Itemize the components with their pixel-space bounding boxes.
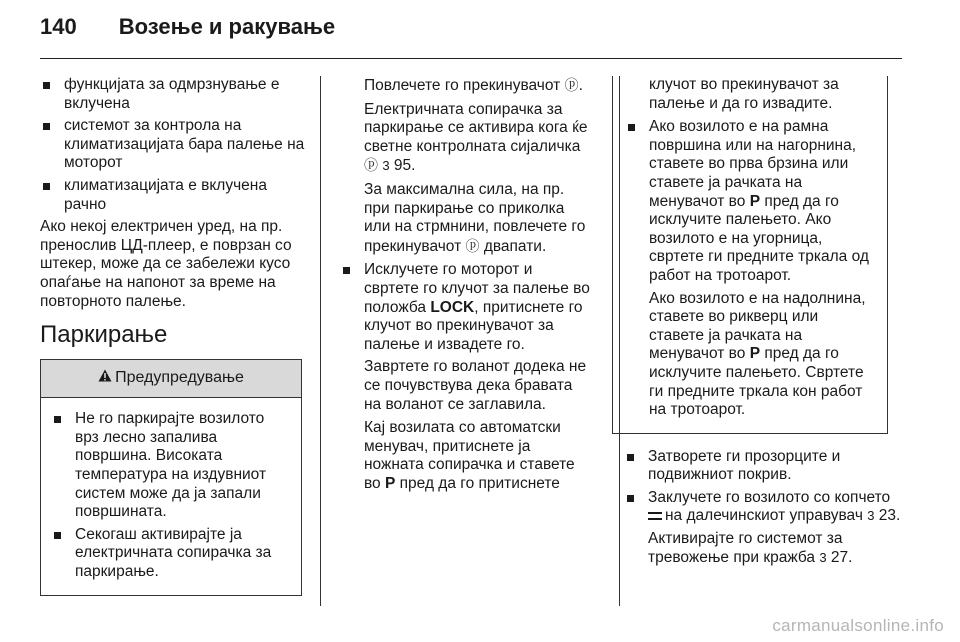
parking-brake-icon: ⓟ (564, 77, 579, 93)
warning-box-continued (612, 76, 888, 434)
body-paragraph: Завртете го воланот додека не се почувствува дека бравата на воланот се заглавила. (364, 358, 587, 413)
body-paragraph (340, 76, 590, 96)
parking-brake-icon: ⓟ (465, 237, 480, 254)
text: . (578, 77, 583, 94)
list-item: Затворете ги прозорците и подвижниот покрив. (624, 448, 904, 485)
body-paragraph (625, 290, 877, 420)
gear-p-label: P (385, 474, 396, 492)
page-ref: 27. (830, 548, 853, 566)
list-item: климатизацијата е вклучена рачно (40, 177, 305, 214)
watermark[interactable]: carmanualsonline.info (772, 616, 944, 635)
page-ref-arrow-icon: 3 (867, 508, 875, 524)
text: пред да го притиснете (399, 474, 560, 492)
list-item (625, 118, 877, 285)
text: двапати. (483, 237, 547, 255)
warning-box (40, 359, 302, 596)
column-1 (40, 76, 305, 596)
page-number: 140 (40, 14, 77, 39)
text: Ако возилото е на рамна површина или на нагорнина, ставете во прва брзина или ставете ја рачката на менувачот во (649, 118, 857, 210)
gear-p-label: P (749, 345, 761, 363)
body-paragraph: Ако некој електричен уред, на пр. пренослив ЦД-плеер, е поврзан со штекер, може да се забележи кусо опаѓање на напонот за време на повторното палење. (40, 218, 292, 310)
list-item (624, 489, 904, 526)
text: , притиснете го клучот во прекинувачот за палење и извадете го. (364, 298, 583, 353)
parking-brake-icon: ⓟ (364, 157, 378, 174)
page-ref: 95. (393, 157, 416, 175)
text: За максимална сила, на пр. при паркирање со приколка или на стрмнини, повлечете го прекинувачот (364, 180, 586, 255)
body-paragraph: клучот во прекинувачот за палење и да го извадите. (649, 76, 839, 112)
warning-title: Предупредување (115, 369, 244, 387)
text: Повлечете го прекинувачот (364, 77, 561, 94)
column-divider-1 (320, 76, 321, 606)
lock-position-label: LOCK (430, 298, 475, 316)
text: на далечинскиот управувач (665, 507, 863, 525)
text: пред да го исклучите палењето. Свртете ги предните тркала кон работ на тротоарот. (649, 345, 864, 419)
list-item: системот за контрола на климатизацијата бара палење на моторот (40, 117, 305, 173)
list-item: Не го паркирајте возилото врз лесно запалива површина. Високата температура на издувниот систем може да ја запали површината. (51, 410, 291, 522)
column-3 (624, 76, 904, 572)
warning-header (41, 360, 301, 398)
list-item: Секогаш активирајте ја електричната сопирачка за паркирање. (51, 526, 291, 582)
list-item: функцијата за одмрзнување е вклучена (40, 76, 305, 113)
column-2 (340, 76, 590, 498)
gear-p-label: P (749, 192, 761, 210)
text: Активирајте го системот за тревожење при кражба (648, 530, 843, 566)
page-ref-arrow-icon: 3 (382, 158, 390, 174)
text: Ако возилото е на надолнина, ставете во рикверц или ставете ја рачката на менувачот во (649, 289, 866, 363)
body-paragraph (340, 181, 590, 256)
body-paragraph (340, 101, 590, 176)
list-item (340, 261, 590, 354)
header-divider (40, 58, 902, 59)
lock-button-icon (648, 512, 662, 520)
warning-triangle-icon (98, 369, 112, 388)
page-title: Возење и ракување (118, 14, 336, 39)
body-paragraph (340, 419, 590, 493)
section-title: Паркирање (40, 321, 168, 349)
warning-body (41, 398, 301, 595)
text: Исклучете го моторот и свртете го клучот за палење во положба (364, 261, 590, 316)
text: Кај возилата со автоматски менувач, притиснете ја ножната сопирачка и ставете во (364, 419, 575, 492)
page-ref: 23. (878, 507, 901, 525)
text: Електричната сопирачка за паркирање се активира кога ќе светне контролната сијаличка (364, 100, 588, 155)
page-ref-arrow-icon: 3 (819, 549, 827, 565)
text: пред да го исклучите палењето. Ако возилото е на угорница, свртете ги предните тркала од работ на тротоарот. (649, 192, 869, 284)
page-header (40, 14, 335, 54)
text: Заклучете го возилото со копчето (648, 488, 891, 506)
body-paragraph (624, 530, 904, 567)
